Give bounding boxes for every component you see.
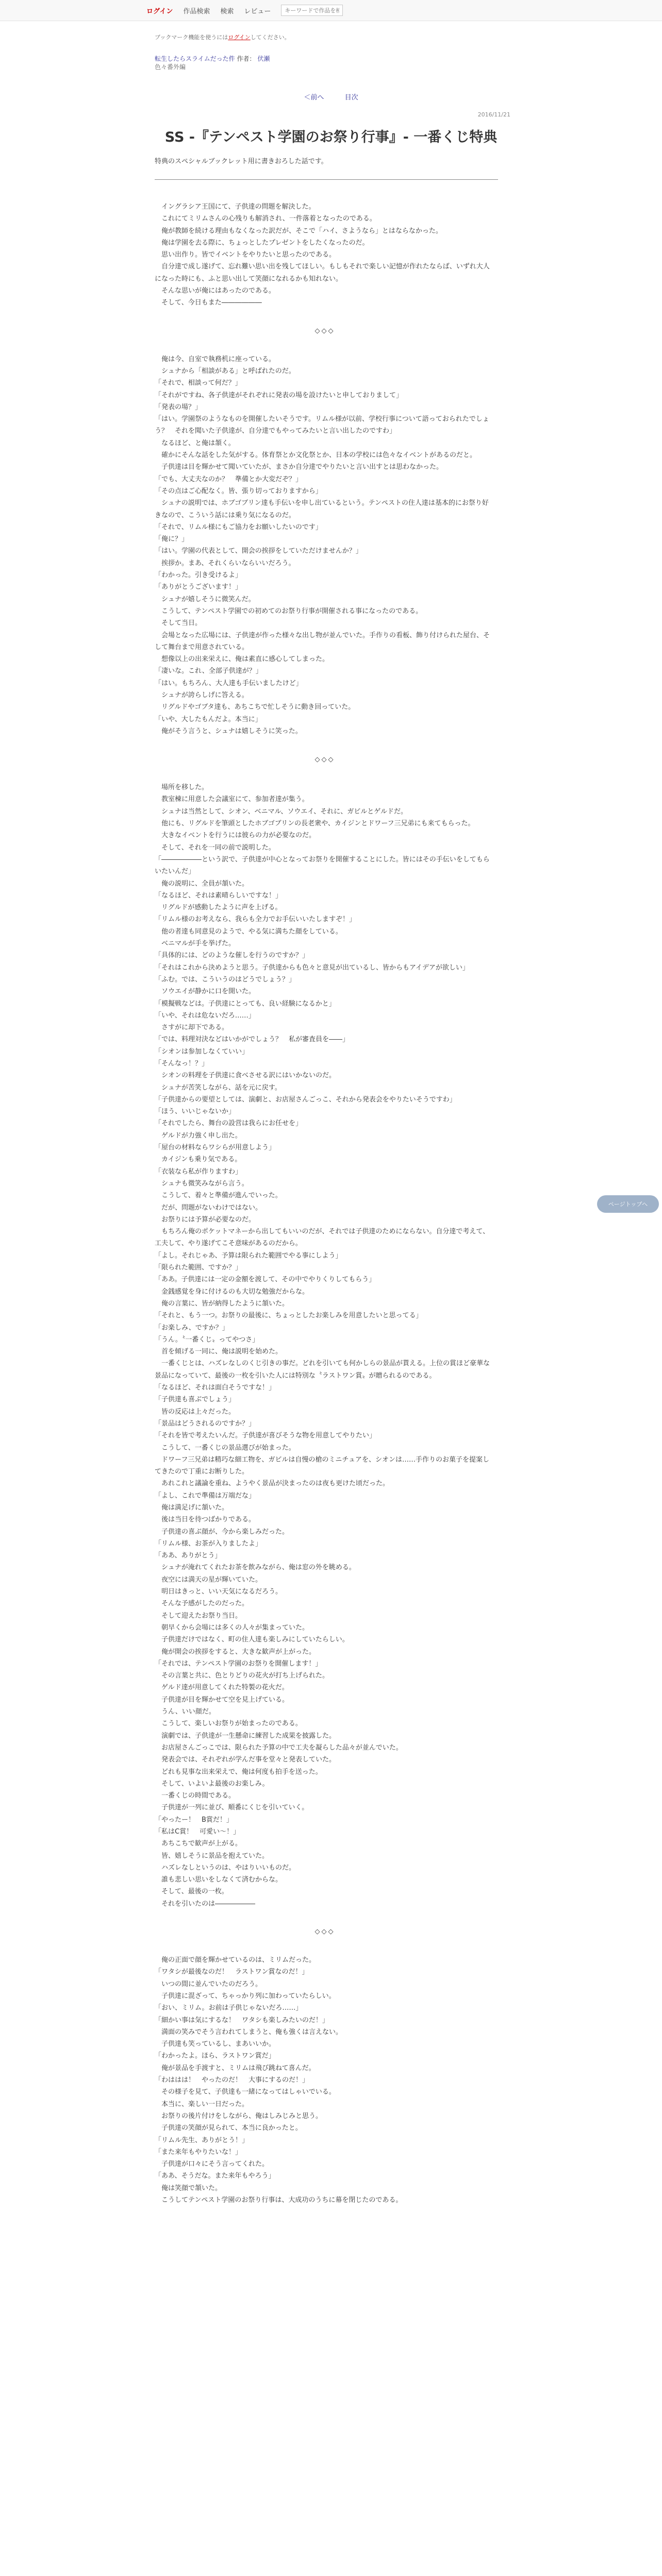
body-paragraph: そして、いよいよ最後のお楽しみ。: [155, 1780, 269, 1788]
body-paragraph: 「わかったよ。ほら、ラストワン賞だ」: [155, 2052, 275, 2060]
body-paragraph: 他の者達も同意見のようで、やる気に満ちた顔をしている。: [155, 927, 342, 936]
body-paragraph: 子供達の喜ぶ顔が、今から楽しみだった。: [155, 1528, 289, 1536]
separator-mark: ◇◇◇: [315, 327, 335, 335]
separator-mark: ◇◇◇: [315, 755, 335, 764]
body-paragraph: 「ああ、そうだな。また来年もやろう」: [155, 2172, 275, 2180]
body-paragraph: イングラシア王国にて、子供達の問題を解決した。: [155, 203, 316, 211]
body-paragraph: それを引いたのは――――――: [155, 1900, 256, 1908]
pager-top: [155, 92, 507, 101]
body-paragraph: リグルドが感動したように声を上げる。: [155, 904, 282, 912]
body-paragraph: 俺の正面で顔を輝かせているのは、ミリムだった。: [155, 1956, 316, 1964]
body-paragraph: 「子供達も喜ぶでしょう」: [155, 1396, 236, 1404]
body-paragraph: 「それでしたら、舞台の設営は我らにお任せを」: [155, 1120, 303, 1128]
body-paragraph: 「シオンは参加しなくていい」: [155, 1047, 249, 1056]
prev-link[interactable]: ＜前へ: [304, 94, 324, 101]
body-paragraph: こうして、着々と準備が進んでいった。: [155, 1192, 282, 1200]
page-top-button[interactable]: ページトップへ: [597, 1195, 659, 1213]
novel-body: [155, 201, 495, 2206]
body-paragraph: 「では、料理対決などはいかがでしょう？ 私が審査員を――」: [155, 1036, 350, 1044]
body-paragraph: なるほど、と俺は頷く。: [155, 439, 235, 447]
body-paragraph: こうして、一番くじの景品選びが始まった。: [155, 1444, 295, 1452]
body-paragraph: そして、それを一同の前で説明した。: [155, 843, 275, 852]
body-paragraph: ゲルド達が用意してくれた特製の花火だ。: [155, 1684, 289, 1692]
body-paragraph: 「子供達からの要望としては、演劇と、お店屋さんごっこ、それから発表会をやりたいそうですわ」: [155, 1095, 456, 1104]
body-paragraph: あれこれと議論を重ね、ようやく景品が決まったのは夜も更けた頃だった。: [155, 1480, 390, 1488]
body-paragraph: 明日はきっと、いい天気になるだろう。: [155, 1588, 283, 1596]
body-paragraph: 「ふむ。では、こういうのはどうでしょう？」: [155, 975, 296, 984]
body-paragraph: ゲルドが力強く申し出た。: [155, 1131, 242, 1140]
body-paragraph: ソウエイが静かに口を開いた。: [155, 988, 256, 996]
body-paragraph: いつの間に並んでいたのだろう。: [155, 1980, 262, 1988]
body-paragraph: そんな予感がしたのだった。: [155, 1600, 249, 1608]
body-paragraph: 後は当日を待つばかりである。: [155, 1516, 256, 1524]
body-paragraph: シュナから「相談がある」と呼ばれたのだ。: [155, 367, 295, 375]
body-paragraph: 子供達は目を輝かせて聞いていたが、まさか自分達でやりたいと言い出すとは思わなかった。: [155, 463, 443, 471]
author-label: 作者：: [237, 55, 256, 62]
body-paragraph: シュナも微笑みながら言う。: [155, 1179, 249, 1188]
body-paragraph: シュナが誇らしげに答える。: [155, 691, 249, 699]
scene-separator: [155, 737, 495, 782]
body-paragraph: シュナは当然として、シオン、ベニマル、ソウエイ、それに、ガビルとゲルドだ。: [155, 807, 407, 816]
body-paragraph: 「うん。〝一番くじ〟ってやつさ」: [155, 1335, 259, 1344]
body-paragraph: 誰も悲しい思いをしなくて済むからな。: [155, 1876, 283, 1884]
body-paragraph: 「私はC賞！ 可愛い～！」: [155, 1828, 240, 1836]
top-nav-bar: [0, 0, 662, 21]
body-paragraph: 一番くじとは、ハズレなしのくじ引きの事だ。どれを引いても何かしらの景品が貰える。上位の賞ほど豪華な景品になっていて、最後の一枚を引いた人には特別な〝ラストワン賞〟が贈られるのである。: [155, 1360, 490, 1380]
body-paragraph: シュナの説明では、ホブゴブリン達も手伝いを申し出ているという。テンペストの住人達は基本的にお祭り好きなので、こういう話には乗り気になるのだ。: [155, 499, 489, 519]
body-paragraph: 「そんなっ！？」: [155, 1060, 209, 1067]
body-paragraph: 「なるほど、それは面白そうですな！」: [155, 1384, 276, 1392]
body-paragraph: 皆の反応は上々だった。: [155, 1408, 236, 1416]
body-paragraph: 子供達が口々にそう言ってくれた。: [155, 2160, 269, 2168]
body-paragraph: 「凄いな。これ、全部子供達が？」: [155, 667, 262, 675]
body-paragraph: 「それでは、テンペスト学園のお祭りを開催します！」: [155, 1659, 322, 1668]
body-paragraph: 「それで、リムル様にもご協力をお願いしたいのです」: [155, 523, 322, 531]
body-paragraph: 皆、嬉しそうに景品を抱えていた。: [155, 1852, 269, 1860]
scene-separator: [155, 1910, 495, 1954]
body-paragraph: 挨拶か。まあ、それくらいならいいだろう。: [155, 559, 295, 567]
body-paragraph: 「はい。もちろん、大人達も手伝いましたけど」: [155, 679, 303, 687]
body-paragraph: 本当に、楽しい一日だった。: [155, 2100, 249, 2108]
body-paragraph: シュナが淹れてくれたお茶を飲みながら、俺は窓の外を眺める。: [155, 1564, 356, 1572]
body-paragraph: 「いや、大したもんだよ。本当に」: [155, 715, 262, 723]
body-paragraph: これにてミリムさんの心残りも解消され、一件落着となったのである。: [155, 215, 376, 223]
body-paragraph: 「リムル先生、ありがとう！」: [155, 2136, 249, 2144]
body-paragraph: ベニマルが手を挙げた。: [155, 940, 236, 948]
work-title-link[interactable]: 転生したらスライムだった件: [155, 55, 235, 62]
body-paragraph: 俺は笑顔で頷いた。: [155, 2184, 222, 2192]
body-paragraph: 首を傾げる一同に、俺は説明を始めた。: [155, 1348, 283, 1356]
notice-post: してください。: [250, 34, 290, 41]
notice-login-link[interactable]: ログイン: [228, 34, 251, 41]
body-paragraph: 「その点はご心配なく。皆、張り切っておりますから」: [155, 487, 322, 495]
body-paragraph: あちこちで歓声が上がる。: [155, 1840, 242, 1848]
body-paragraph: 大きなイベントを行うには彼らの力が必要なのだ。: [155, 832, 316, 840]
author-link[interactable]: 伏瀬: [257, 55, 270, 62]
login-link[interactable]: ログイン: [146, 7, 173, 15]
body-paragraph: もちろん俺のポケットマネーから出してもいいのだが、それでは子供達のためにならない。自分達で考えて、工夫して、やり遂げてこそ意味があるのだから。: [155, 1228, 490, 1248]
body-paragraph: 「わかった。引き受けるよ」: [155, 571, 242, 580]
body-paragraph: こうしてテンペスト学園のお祭り行事は、大成功のうちに幕を閉じたのである。: [155, 2196, 403, 2205]
body-paragraph: そんな思いが俺にはあったのである。: [155, 287, 275, 295]
body-paragraph: 「それで、相談って何だ？」: [155, 379, 242, 387]
body-paragraph: 「景品はどうされるのですか？」: [155, 1419, 256, 1428]
body-paragraph: 想像以上の出来栄えに、俺は素直に感心してしまった。: [155, 655, 329, 664]
body-paragraph: うん、いい顔だ。: [155, 1708, 216, 1716]
post-date: 2016/11/21: [477, 111, 510, 118]
body-paragraph: 子供達が目を輝かせて空を見上げている。: [155, 1696, 289, 1704]
body-paragraph: こうして、楽しいお祭りが始まったのである。: [155, 1720, 302, 1728]
body-paragraph: 「限られた範囲、ですか？」: [155, 1264, 242, 1272]
search-input[interactable]: [281, 5, 343, 16]
preface: 特典のスペシャルブックレット用に書きおろした話です。: [155, 156, 498, 180]
body-paragraph: 「ああ、ありがとう」: [155, 1552, 222, 1560]
body-paragraph: 俺の説明に、全員が頷いた。: [155, 879, 249, 888]
body-paragraph: お祭りの後片付けをしながら、俺はしみじみと思う。: [155, 2112, 323, 2120]
body-paragraph: 「おい、ミリム。お前は子供じゃないだろ……」: [155, 2004, 303, 2012]
body-paragraph: 俺は満足げに頷いた。: [155, 1503, 229, 1512]
body-paragraph: 「リムル様のお考えなら、我らも全力でお手伝いいたしますぞ！」: [155, 916, 356, 924]
body-paragraph: 「ほう、いいじゃないか」: [155, 1108, 236, 1116]
body-paragraph: 確かにそんな話をした気がする。体育祭とか文化祭とか、日本の学校には色々なイベントがあるのだと。: [155, 451, 477, 460]
separator-mark: ◇◇◇: [315, 1928, 335, 1936]
body-paragraph: 「それを皆で考えたいんだ。子供達が喜びそうな物を用意してやりたい」: [155, 1432, 376, 1440]
body-paragraph: シュナが苦笑しながら、話を元に戻す。: [155, 1083, 282, 1092]
body-paragraph: 子供達だけではなく、町の住人達も楽しみにしていたらしい。: [155, 1636, 349, 1644]
body-paragraph: 満面の笑みでそう言われてしまうと、俺も強くは言えない。: [155, 2028, 343, 2036]
body-paragraph: 俺は学園を去る際に、ちょっとしたプレゼントをしたくなったのだ。: [155, 239, 369, 247]
body-paragraph: 「リムル様、お茶が入りましたよ」: [155, 1539, 262, 1548]
body-paragraph: 「具体的には、どのような催しを行うのですか？」: [155, 952, 309, 960]
body-paragraph: 「それがですね、各子供達がそれぞれに発表の場を設けたいと申しておりまして」: [155, 391, 403, 399]
body-paragraph: 「はい。学園の代表として、開会の挨拶をしていただけませんか？」: [155, 547, 362, 555]
body-paragraph: シオンの料理を子供達に食べさせる訳にはいかないのだ。: [155, 1072, 336, 1080]
body-paragraph: 思い出作り。皆でイベントをやりたいと思ったのである。: [155, 251, 336, 259]
body-paragraph: 場所を移した。: [155, 784, 209, 792]
body-paragraph: その言葉と共に、色とりどりの花火が打ち上げられた。: [155, 1672, 329, 1680]
top-nav: [146, 0, 343, 21]
body-paragraph: リグルドやゴブタ達も、あちこちで忙しそうに動き回っていた。: [155, 703, 355, 711]
body-paragraph: 「それと、もう一つ。お祭りの最後に、ちょっとしたお楽しみを用意したいと思ってる」: [155, 1312, 423, 1320]
body-paragraph: そして、最後の一枚。: [155, 1888, 228, 1896]
body-paragraph: その様子を見て、子供達も一緒になってはしゃいでいる。: [155, 2088, 336, 2096]
body-paragraph: 俺がそう言うと、シュナは嬉しそうに笑った。: [155, 727, 302, 735]
body-paragraph: 「ああ。子供達には一定の金額を渡して、その中でやりくりしてもらう」: [155, 1276, 376, 1284]
chapter-group-label: 色々番外編: [155, 63, 186, 71]
body-paragraph: 「俺に？」: [155, 535, 189, 544]
body-paragraph: 子供達の笑顔が見られて、本当に良かったと。: [155, 2124, 302, 2132]
body-paragraph: 他にも、リグルドを筆頭としたホブゴブリンの長老衆や、カイジンとドワーフ三兄弟にも来てもらった。: [155, 820, 475, 828]
body-paragraph: お店屋さんごっこでは、限られた予算の中で工夫を凝らした品々が並んでいた。: [155, 1743, 403, 1752]
body-paragraph: こうして、テンペスト学園での初めてのお祭り行事が開催される事になったのである。: [155, 607, 423, 615]
body-paragraph: 発表会では、それぞれが学んだ事を堂々と発表していた。: [155, 1756, 336, 1764]
body-paragraph: 「はい。学園祭のようなものを開催したいそうです。リムル様が以前、学校行事について語っておられたでしょう？ それを聞いた子供達が、自分達でもやってみたいと言い出したのですわ」: [155, 415, 489, 435]
body-paragraph: そして、今日もまた――――――: [155, 299, 262, 307]
body-paragraph: 「なるほど、それは素晴らしいですな！」: [155, 891, 283, 900]
body-paragraph: だが、問題がないわけではない。: [155, 1204, 262, 1212]
body-paragraph: 「また来年もやりたいな！」: [155, 2148, 242, 2156]
toc-link[interactable]: 目次: [344, 94, 358, 101]
body-paragraph: 子供達に混ざって、ちゃっかり列に加わっていたらしい。: [155, 1992, 336, 2000]
body-paragraph: どれも見事な出来栄えで、俺は何度も拍手を送った。: [155, 1768, 322, 1776]
body-paragraph: 「衣装なら私が作りますわ」: [155, 1167, 242, 1176]
body-paragraph: 会場となった広場には、子供達が作った様々な出し物が並んでいた。手作りの看板、飾り付けられた屋台、そして舞台まで用意されている。: [155, 631, 490, 651]
body-paragraph: 教室棟に用意した会議室にて、参加者達が集う。: [155, 795, 309, 804]
body-paragraph: お祭りには予算が必要なのだ。: [155, 1215, 256, 1224]
body-paragraph: 「わははは！ やったのだ！ 大事にするのだ！」: [155, 2076, 309, 2084]
review-link[interactable]: レビュー: [244, 7, 271, 15]
body-paragraph: 「――――――という訳で、子供達が中心となってお祭りを開催することにした。皆にはその手伝いをしてもらいたいんだ」: [155, 855, 490, 876]
body-paragraph: シュナが嬉しそうに微笑んだ。: [155, 595, 255, 603]
body-paragraph: 俺が開会の挨拶をすると、大きな歓声が上がった。: [155, 1648, 316, 1656]
body-paragraph: 俺は今、自室で執務机に座っている。: [155, 355, 276, 363]
body-paragraph: 「模擬戦などは。子供達にとっても、良い経験になるかと」: [155, 999, 336, 1008]
scene-separator: [155, 309, 495, 353]
body-paragraph: 「屋台の材料ならワシらが用意しよう」: [155, 1144, 276, 1152]
body-paragraph: 朝早くから会場には多くの人々が集まっていた。: [155, 1623, 309, 1632]
body-paragraph: 「ありがとうございます！」: [155, 583, 242, 591]
chapter-title: SS -『テンペスト学園のお祭り行事』- 一番くじ特典: [164, 129, 498, 145]
body-paragraph: 「ワタシが最後なのだ！ ラストワン賞なのだ！」: [155, 1968, 309, 1976]
body-paragraph: 自分達で成し遂げて、忘れ難い思い出を残してほしい。もしもそれで楽しい記憶が作れたならば、いずれ大人になった時にも、ふと思い出して笑顔になれるかも知れない。: [155, 263, 490, 283]
login-notice: [155, 33, 510, 41]
body-paragraph: 「それはこれから決めようと思う。子供達からも色々と意見が出ているし、皆からもアイデアが欲しい」: [155, 963, 469, 972]
body-paragraph: そして当日。: [155, 619, 202, 628]
body-paragraph: ドワーフ三兄弟は精巧な細工物を、ガビルは自慢の槍のミニチュアを、シオンは……手作りのお菓子を提案してきたので丁重にお断りした。: [155, 1455, 489, 1476]
body-paragraph: 俺が景品を手渡すと、ミリムは飛び跳ねて喜んだ。: [155, 2064, 316, 2072]
body-paragraph: さすがに却下である。: [155, 1024, 229, 1032]
body-paragraph: 「よし、これで準備は万端だな」: [155, 1492, 256, 1500]
body-paragraph: 子供達も笑っているし、まあいいか。: [155, 2040, 276, 2048]
body-paragraph: 一番くじの時間である。: [155, 1792, 236, 1800]
body-paragraph: 子供達が一列に並び、順番にくじを引いていく。: [155, 1804, 309, 1812]
body-paragraph: 「でも、大丈夫なのか？ 準備とか大変だぞ？」: [155, 475, 303, 483]
body-paragraph: 俺の言葉に、皆が納得したように頷いた。: [155, 1299, 289, 1308]
body-paragraph: 「お楽しみ、ですか？」: [155, 1324, 229, 1332]
body-paragraph: 「いや、それは危ないだろ……」: [155, 1011, 255, 1020]
search-work-link[interactable]: 作品検索: [183, 7, 210, 15]
breadcrumb: [155, 55, 510, 71]
body-paragraph: 演劇では、子供達が一生懸命に練習した成果を披露した。: [155, 1732, 336, 1740]
notice-pre: ブックマーク機能を使うには: [155, 34, 228, 41]
body-paragraph: 「よし。それじゃあ、予算は限られた範囲でやる事にしよう」: [155, 1251, 342, 1260]
body-paragraph: 金銭感覚を身に付けるのも大切な勉強だからな。: [155, 1287, 309, 1296]
body-paragraph: ハズレなしというのは、やはりいいものだ。: [155, 1863, 296, 1872]
body-paragraph: 俺が教師を続ける理由もなくなった訳だが、そこで「ハイ、さようなら」とはならなかった。: [155, 227, 442, 235]
body-paragraph: 「やったー！ B賞だ！」: [155, 1816, 233, 1824]
body-paragraph: 「細かい事は気にするな！ ワタシも楽しみたいのだ！」: [155, 2016, 329, 2024]
body-paragraph: そして迎えたお祭り当日。: [155, 1612, 242, 1620]
body-paragraph: カイジンも乗り気である。: [155, 1156, 242, 1164]
body-paragraph: 「発表の場？」: [155, 403, 202, 411]
search-link[interactable]: 検索: [220, 7, 234, 15]
body-paragraph: 夜空には満天の星が輝いていた。: [155, 1575, 262, 1584]
